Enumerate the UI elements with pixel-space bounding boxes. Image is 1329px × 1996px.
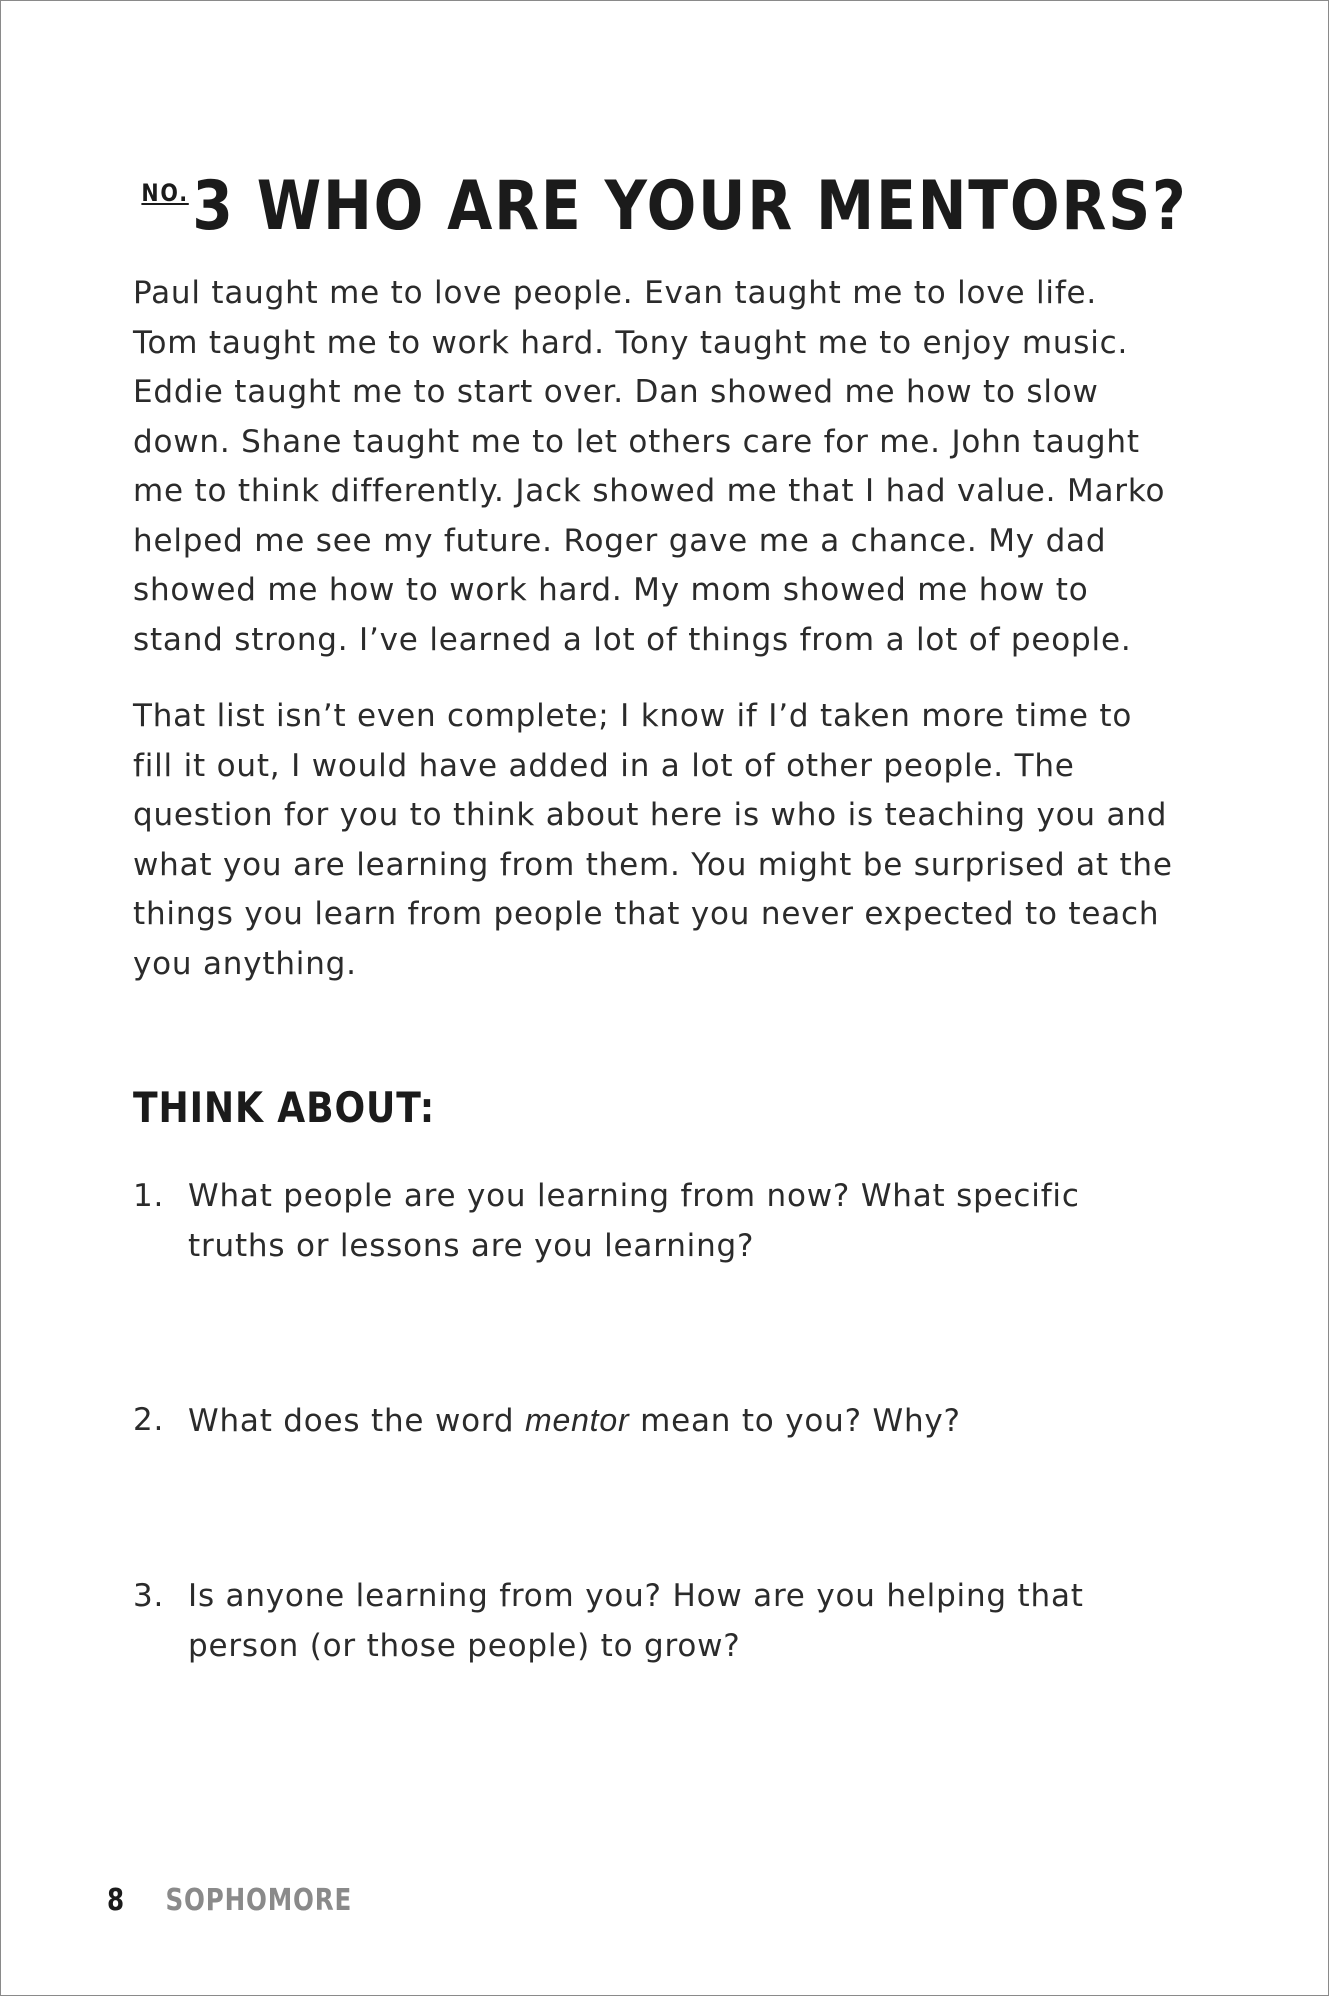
paragraph-line: That list isn’t even complete; I know if I’d taken more time to <box>133 698 1133 734</box>
page-footer <box>107 1883 352 1918</box>
paragraph-line: fill it out, I would have added in a lot of other people. The <box>133 747 1075 784</box>
question-text-after: mean to you? Why? <box>629 1403 961 1439</box>
paragraph-line: Eddie taught me to start over. Dan showed me how to slow <box>133 374 1099 410</box>
question-text <box>188 1572 1084 1671</box>
paragraph-2 <box>133 692 1213 989</box>
title-text: WHO ARE YOUR MENTORS? <box>256 167 1188 246</box>
paragraph-line: Tom taught me to work hard. Tony taught me to enjoy music. <box>133 324 1129 361</box>
paragraph-1 <box>133 269 1213 665</box>
paragraph-line: showed me how to work hard. My mom showed me how to <box>133 572 1089 608</box>
page-title <box>94 167 1235 246</box>
paragraph-line: me to think differently. Jack showed me that I had value. Marko <box>133 473 1166 509</box>
paragraph-line: helped me see my future. Roger gave me a chance. My dad <box>133 522 1107 559</box>
running-head: SOPHOMORE <box>165 1883 353 1918</box>
question-line: What people are you learning from now? What specific <box>188 1178 1080 1214</box>
think-about-heading: THINK ABOUT: <box>133 1083 436 1132</box>
question-line: person (or those people) to grow? <box>188 1627 741 1664</box>
question-number: 3. <box>133 1578 165 1614</box>
paragraph-line: question for you to think about here is who is teaching you and <box>133 797 1168 833</box>
paragraph-line: stand strong. I’ve learned a lot of things from a lot of people. <box>133 621 1132 658</box>
number-prefix: NO. <box>141 179 189 207</box>
question-text <box>188 1172 1080 1271</box>
section-number: 3 <box>192 167 235 246</box>
question-text-before: What does the word <box>188 1403 526 1439</box>
paragraph-line: what you are learning from them. You might be surprised at the <box>133 846 1173 883</box>
paragraph-line: things you learn from people that you never expected to teach <box>133 896 1160 932</box>
page-number: 8 <box>107 1883 125 1918</box>
question-emphasis: mentor <box>525 1402 630 1438</box>
question-number: 1. <box>133 1178 165 1214</box>
paragraph-line: you anything. <box>133 945 357 982</box>
paragraph-line: Paul taught me to love people. Evan taught me to love life. <box>133 275 1098 311</box>
question-number: 2. <box>133 1402 165 1438</box>
paragraph-line: down. Shane taught me to let others care for me. John taught <box>133 423 1140 460</box>
question-text <box>188 1396 961 1447</box>
question-line: truths or lessons are you learning? <box>188 1227 755 1264</box>
question-line: Is anyone learning from you? How are you helping that <box>188 1578 1084 1614</box>
